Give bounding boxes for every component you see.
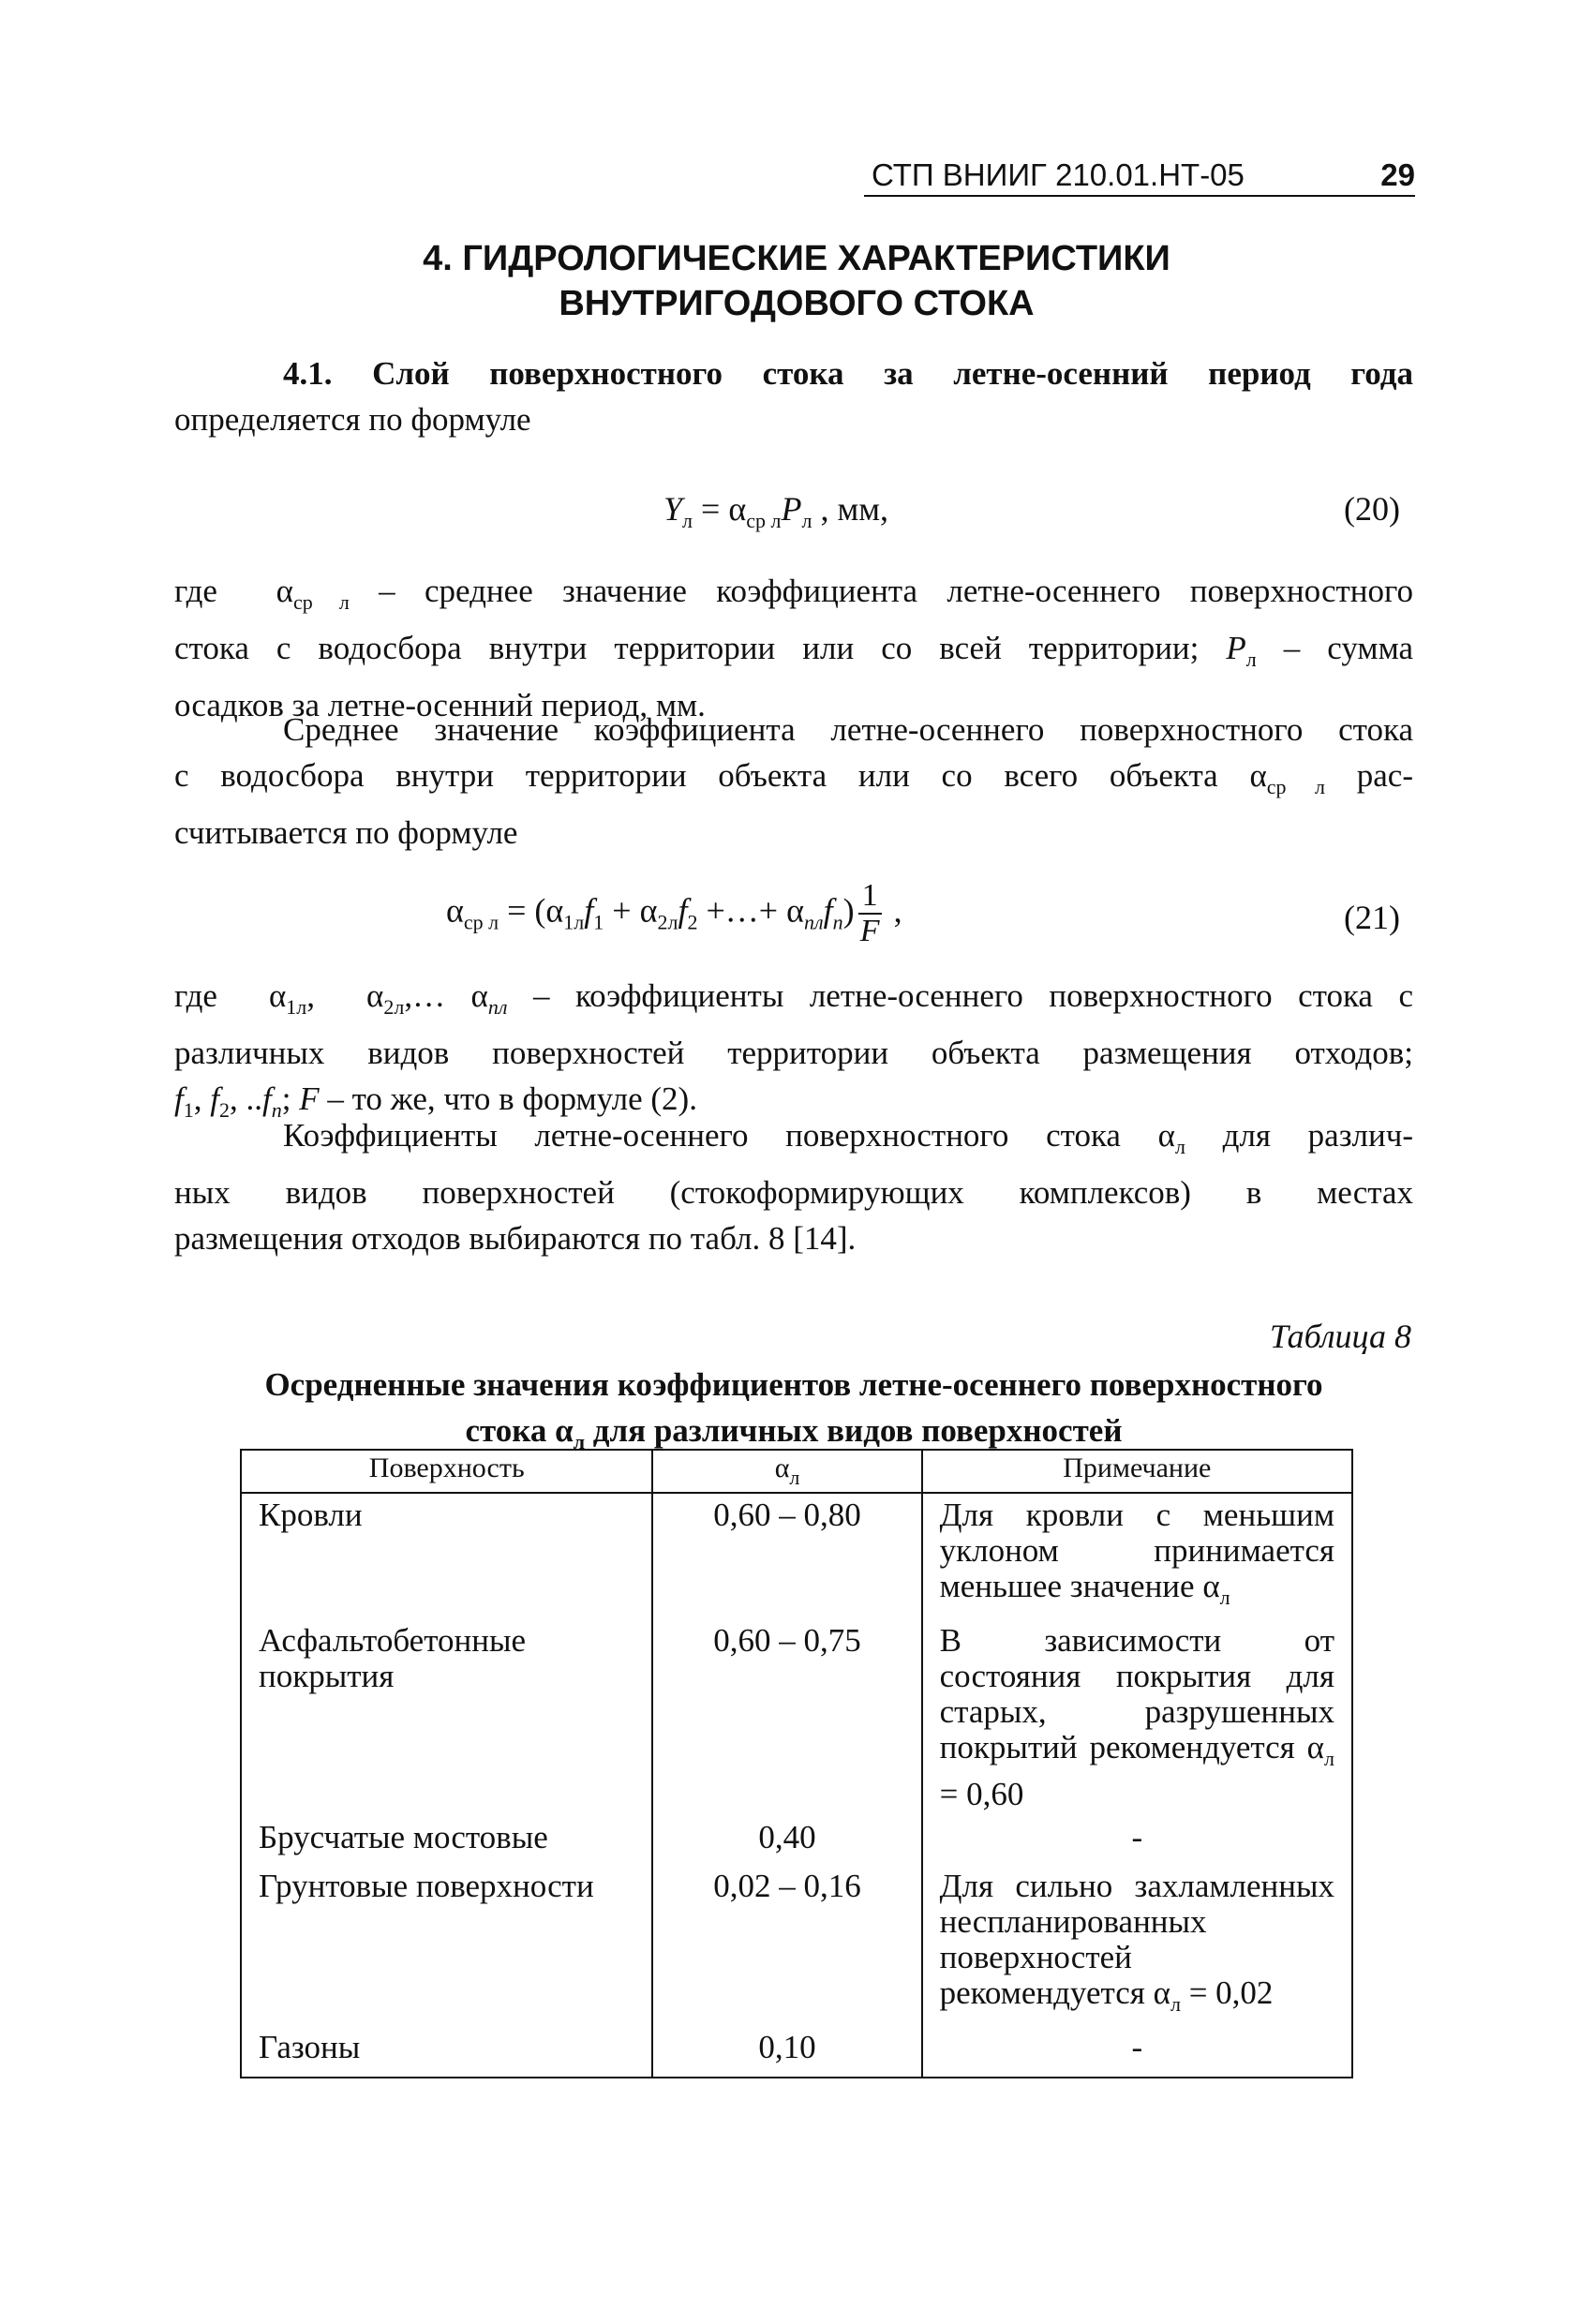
column-header-note: Примечание (922, 1450, 1352, 1493)
text: стока с водосбора внутри территории или со всей территории; (174, 630, 1200, 666)
fraction-denominator: F (859, 914, 880, 948)
paragraph-4-1-line1 (174, 350, 1413, 396)
paragraph-line2 (174, 752, 1413, 810)
paragraph-4-1-line2: определяется по формуле (174, 401, 531, 438)
formula-operator: = (693, 490, 729, 528)
paragraph-number: 4.1. (283, 355, 333, 392)
paragraph-line3: считывается по формуле (174, 814, 518, 851)
cell-surface: Брусчатые мостовые (241, 1816, 652, 1865)
cell-value: 0,10 (652, 2026, 921, 2078)
formula-21-explanation (174, 973, 1413, 1133)
cell-value: 0,02 – 0,16 (652, 1865, 921, 2026)
formula-symbol: α (786, 891, 804, 930)
paragraph-line2: ных видов поверхностей (стокоформирующих комплексов) в местах (174, 1174, 1413, 1211)
formula-symbol: α (639, 891, 658, 930)
cell-surface: Грунтовые поверхности (241, 1865, 652, 2026)
text: для различ- (1222, 1117, 1413, 1154)
formula-symbol: α (268, 977, 287, 1014)
table-row (241, 1493, 1352, 1619)
header-rule (864, 195, 1415, 197)
formula-subscript: 1 (593, 910, 604, 934)
formula-symbol: f (261, 1080, 272, 1117)
table-row (241, 2026, 1352, 2078)
formula-symbol: f (174, 1080, 184, 1117)
cell-note (922, 1865, 1352, 2026)
formula-symbol: α (276, 573, 293, 609)
cell-value: 0,40 (652, 1816, 921, 1865)
text: для различных видов поверхностей (592, 1412, 1123, 1449)
formula-subscript: 1 (183, 1098, 194, 1122)
text: где (174, 977, 217, 1014)
formula-subscript: л (573, 1430, 586, 1453)
cell-note (922, 1493, 1352, 1619)
formula-subscript: nл (487, 995, 508, 1019)
formula-operator: +…+ (697, 891, 787, 930)
text: – то же, что в формуле (2). (327, 1080, 697, 1117)
paragraph-4-1 (174, 350, 1413, 442)
formula-subscript: 1л (286, 995, 307, 1019)
formula-subscript: 2 (218, 1098, 230, 1122)
formula-symbol: α (545, 891, 564, 930)
formula-subscript: n (271, 1098, 282, 1122)
formula-symbol: α (728, 490, 747, 528)
table-header-row (241, 1450, 1352, 1493)
formula-symbol: α (446, 891, 464, 930)
cell-value: 0,60 – 0,80 (652, 1493, 921, 1619)
text: ,… (404, 977, 446, 1014)
formula-subscript: ср л (463, 910, 499, 934)
formula-subscript: л (1219, 1586, 1230, 1609)
table-row (241, 1816, 1352, 1865)
formula-fraction (858, 879, 882, 948)
formula-symbol: F (299, 1080, 320, 1117)
text: Коэффициенты летне-осеннего поверхностного стока (283, 1117, 1121, 1154)
table-row (241, 1865, 1352, 2026)
formula-subscript: 2л (657, 910, 678, 934)
text: – среднее значение коэффициента летне-осеннего поверхностного (379, 573, 1414, 609)
formula-symbol: P (781, 490, 802, 528)
fraction-numerator: 1 (858, 879, 882, 915)
formula-symbol: α (1157, 1117, 1175, 1154)
formula-operator: ) (842, 891, 855, 930)
formula-20 (663, 489, 888, 533)
formula-subscript: 2 (687, 910, 698, 934)
formula-subscript: л (1245, 648, 1257, 671)
explanation-line3: $f_1$, $f_2$, $..f_n$; F – то же, что в формуле (2). (174, 1080, 697, 1122)
formula-subscript: 2л (383, 995, 405, 1019)
explanation-line2 (174, 625, 1413, 682)
text: Для сильно захламленных неспланированных поверхностей рекомендуется α (939, 1868, 1334, 2011)
formula-symbol: f (210, 1080, 219, 1117)
table-title-line1: Осредненные значения коэффициентов летне-осеннего поверхностного (264, 1366, 1323, 1403)
runoff-coefficients-table (240, 1449, 1353, 2078)
text: стока (465, 1412, 547, 1449)
paragraph-line1 (174, 1112, 1413, 1169)
table-row (241, 1619, 1352, 1816)
explanation-line1: где $\alpha_{1л}$, $\alpha_{2л},\dots$ $\alpha_{nл}$ – коэффициенты летне-осеннего поверхностного стока с (174, 977, 1413, 1019)
paragraph-coefficients (174, 1112, 1413, 1261)
formula-symbol: f (678, 891, 688, 930)
formula-subscript: л (1170, 1992, 1181, 2016)
formula-subscript: л (682, 509, 693, 532)
paragraph-average-coefficient (174, 707, 1413, 856)
text: где (174, 573, 217, 609)
formula-symbol: f (823, 891, 833, 930)
formula-symbol: P (1226, 630, 1246, 666)
text: ; (281, 1080, 291, 1117)
formula-symbol: α (774, 1452, 790, 1483)
formula-20-explanation (174, 568, 1413, 728)
formula-subscript: л (1174, 1135, 1185, 1158)
text: Для кровли с меньшим уклоном принимается меньшее значение α (939, 1497, 1334, 1604)
formula-subscript: n (832, 910, 843, 934)
section-title-line2: ВНУТРИГОДОВОГО СТОКА (559, 284, 1035, 323)
formula-operator: = ( (499, 891, 546, 930)
text: В зависимости от состояния покрытия для старых, разрушенных покрытий рекомендуется α (939, 1622, 1334, 1765)
column-header-surface: Поверхность (241, 1450, 652, 1493)
formula-symbol: α (470, 977, 488, 1014)
paragraph-line1: Среднее значение коэффициента летне-осеннего поверхностного стока (283, 711, 1413, 748)
paragraph-line3: размещения отходов выбираются по табл. 8 [14]. (174, 1220, 857, 1257)
column-header-alpha (652, 1450, 921, 1493)
formula-subscript: ср л (746, 509, 782, 532)
formula-symbol: Y (663, 490, 683, 528)
cell-note (922, 1619, 1352, 1816)
text: = 0,60 (939, 1776, 1024, 1812)
explanation-line1 (174, 568, 1413, 625)
cell-note: - (922, 2026, 1352, 2078)
formula-subscript: ср л (292, 590, 350, 614)
text: .. (237, 1080, 262, 1117)
formula-symbol: α (365, 977, 384, 1014)
paragraph-heading: Слой поверхностного стока за летне-осенний период года (372, 355, 1413, 392)
formula-subscript: 1л (563, 910, 585, 934)
cell-value: 0,60 – 0,75 (652, 1619, 921, 1816)
text: с водосбора внутри территории объекта или со всего объекта (174, 757, 1218, 794)
table-label: Таблица 8 (1269, 1318, 1411, 1355)
formula-operator: + (604, 891, 640, 930)
formula-punctuation: , (885, 891, 902, 930)
formula-symbol: α (1249, 757, 1267, 794)
running-header (872, 157, 1415, 195)
formula-subscript: nл (803, 910, 824, 934)
formula-symbol: α (555, 1412, 574, 1449)
explanation-line2: различных видов поверхностей территории объекта размещения отходов; (174, 1035, 1413, 1071)
text: – коэффициенты летне-осеннего поверхностного стока с (532, 977, 1413, 1014)
text: рас- (1356, 757, 1413, 794)
formula-unit: , мм, (812, 490, 888, 528)
formula-symbol: f (584, 891, 594, 930)
formula-21-number: (21) (1344, 899, 1400, 936)
formula-subscript: л (789, 1466, 800, 1489)
cell-surface: Асфальтобетонные покрытия (241, 1619, 652, 1816)
page-number: 29 (1380, 157, 1415, 192)
cell-surface: Газоны (241, 2026, 652, 2078)
cell-note: - (922, 1816, 1352, 1865)
formula-subscript: л (801, 509, 812, 532)
formula-subscript: ср л (1266, 775, 1326, 798)
formula-20-number: (20) (1344, 490, 1400, 528)
text: – сумма (1283, 630, 1414, 666)
formula-21 (446, 879, 902, 948)
document-code: СТП ВНИИГ 210.01.НТ-05 (872, 157, 1245, 192)
explanation-line3: осадков за летне-осенний период, мм. (174, 687, 706, 723)
section-title-line1: 4. ГИДРОЛОГИЧЕСКИЕ ХАРАКТЕРИСТИКИ (423, 239, 1170, 278)
cell-surface: Кровли (241, 1493, 652, 1619)
formula-subscript: л (1324, 1747, 1334, 1770)
text: = 0,02 (1180, 1974, 1274, 2011)
